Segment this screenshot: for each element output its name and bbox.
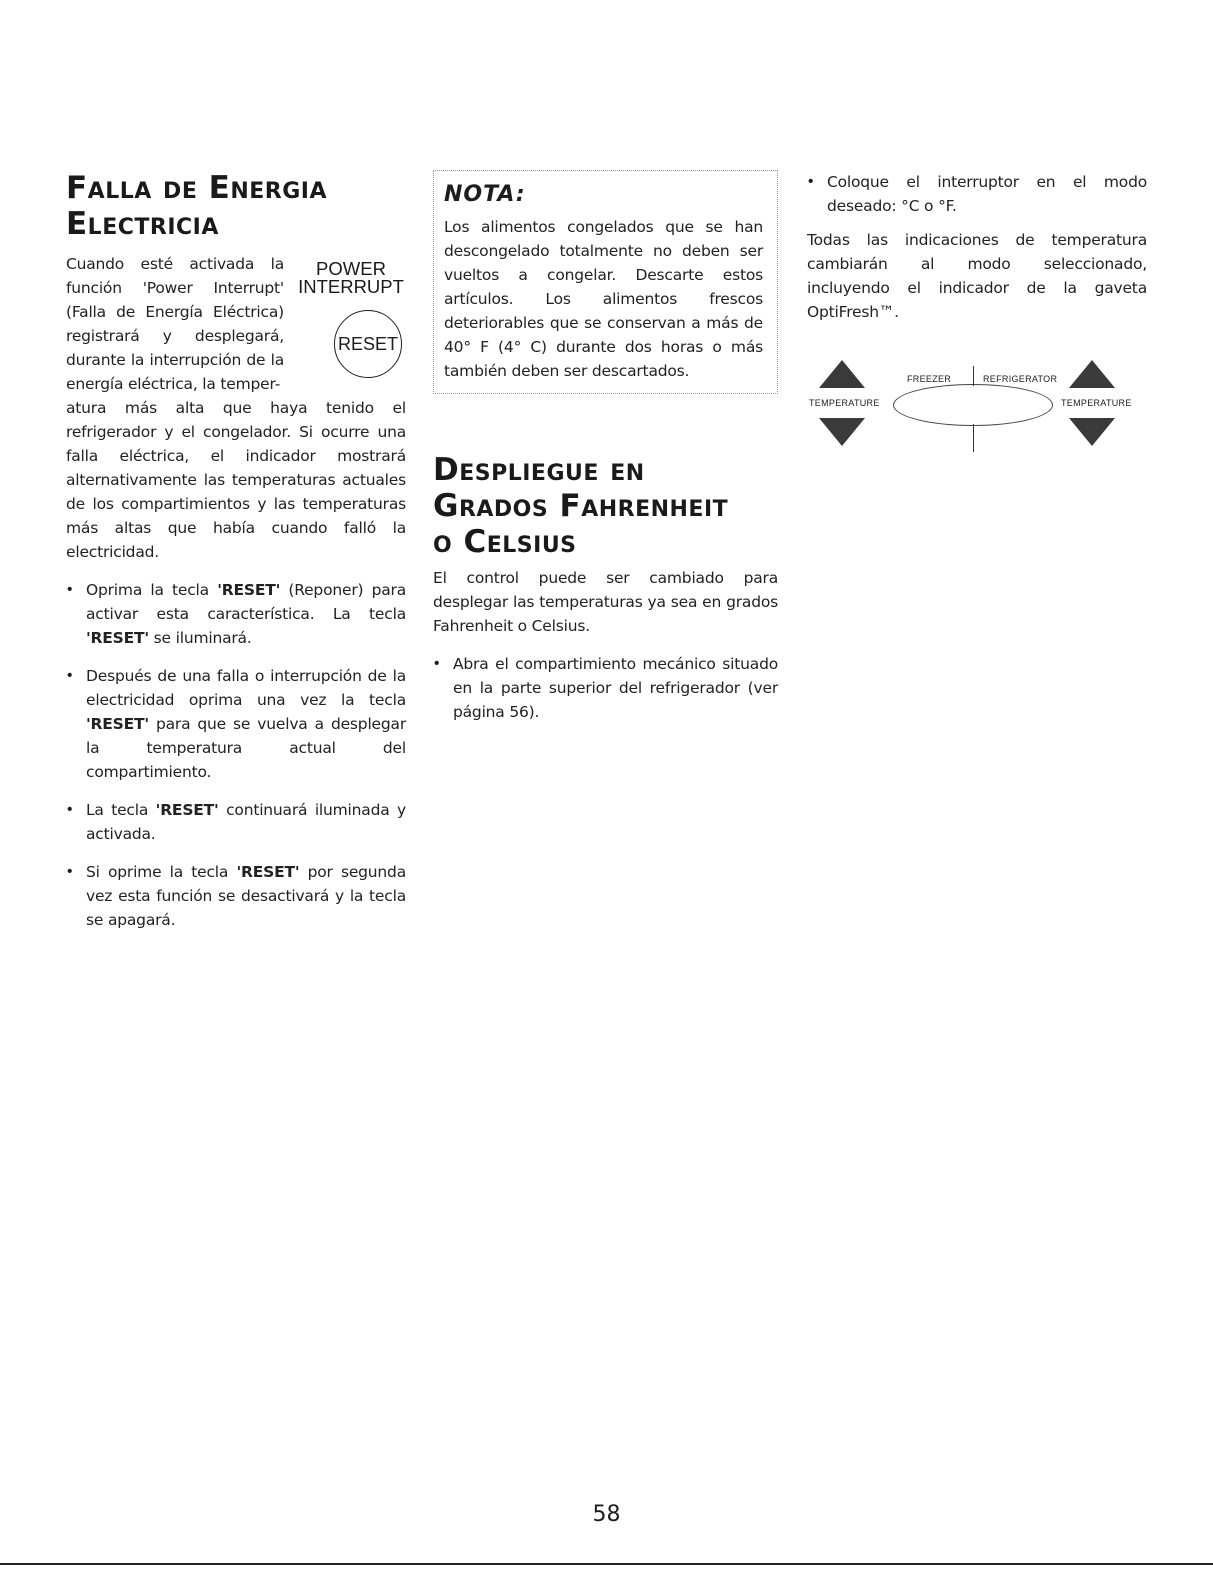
title-line: o Celsius bbox=[433, 524, 577, 560]
list-item: • Abra el compartimiento mecánico situado en la parte superior del refrigerador (ver página 56). bbox=[433, 652, 778, 724]
arrow-down-icon bbox=[819, 418, 865, 446]
bullet-list bbox=[807, 170, 1147, 218]
freezer-label: FREEZER bbox=[907, 374, 952, 384]
bullet-icon: • bbox=[67, 863, 73, 880]
title-line: Grados Fahrenheit bbox=[433, 488, 729, 524]
bullet-list bbox=[433, 652, 778, 724]
reset-button-illustration: RESET bbox=[334, 310, 402, 378]
temperature-control-figure bbox=[807, 360, 1147, 465]
note-title: NOTA: bbox=[444, 182, 526, 207]
fahrenheit-paragraph: El control puede ser cambiado para desplegar las temperaturas ya sea en grados Fahrenheit o Celsius. bbox=[433, 569, 778, 635]
arrow-up-icon bbox=[1069, 360, 1115, 388]
power-label: POWER bbox=[316, 258, 386, 279]
column-power-interrupt bbox=[66, 170, 406, 946]
interrupt-label: INTERRUPT bbox=[298, 276, 404, 297]
title-line: Despliegue en bbox=[433, 452, 645, 488]
list-item: • Si oprime la tecla 'RESET' por segunda vez esta función se desactivará y la tecla se apagará. bbox=[66, 860, 406, 932]
bullet-list bbox=[66, 578, 406, 932]
intro-paragraph-continued: atura más alta que haya tenido el refrigerador y el congelador. Si ocurre una falla eléctrica, el indicador mostrará alternativamente las temperaturas actuales de los compartimientos y las temperaturas más altas que había cuando falló la electricidad. bbox=[66, 399, 406, 561]
bullet-icon: • bbox=[434, 655, 440, 672]
arrow-up-icon bbox=[819, 360, 865, 388]
intro-paragraph: Cuando esté activada la función 'Power Interrupt' (Falla de Energía Eléctrica) registrará y desplegará, durante la interrupción de la energía eléctrica, la temper- bbox=[66, 255, 284, 393]
control-oval bbox=[893, 384, 1053, 426]
temperature-label-left: TEMPERATURE bbox=[809, 398, 880, 408]
bullet-icon: • bbox=[67, 667, 73, 684]
divider-bottom bbox=[973, 424, 974, 452]
column-fahrenheit-celsius bbox=[433, 170, 778, 738]
list-item: • Después de una falla o interrupción de la electricidad oprima una vez la tecla 'RESET' para que se vuelva a desplegar la temperatura actual del compartimiento. bbox=[66, 664, 406, 784]
refrigerator-label: REFRIGERATOR bbox=[983, 374, 1058, 384]
section-title-fahrenheit-celsius bbox=[433, 452, 778, 560]
mode-paragraph: Todas las indicaciones de temperatura cambiarán al modo seleccionado, incluyendo el indicador de la gaveta OptiFresh™. bbox=[807, 231, 1147, 321]
list-item: • Coloque el interruptor en el modo deseado: °C o °F. bbox=[807, 170, 1147, 218]
title-line: Electricia bbox=[66, 206, 219, 242]
temperature-label-right: TEMPERATURE bbox=[1061, 398, 1132, 408]
bottom-rule bbox=[0, 1563, 1213, 1565]
section-title-power-failure bbox=[66, 170, 406, 242]
arrow-down-icon bbox=[1069, 418, 1115, 446]
page-number: 58 bbox=[592, 1502, 621, 1527]
note-box bbox=[433, 170, 778, 394]
list-item: • Oprima la tecla 'RESET' (Reponer) para activar esta característica. La tecla 'RESET' se iluminará. bbox=[66, 578, 406, 650]
power-interrupt-figure bbox=[296, 260, 406, 376]
bullet-icon: • bbox=[67, 801, 73, 818]
bullet-icon: • bbox=[67, 581, 73, 598]
title-line: Falla de Energia bbox=[66, 170, 327, 206]
list-item: • La tecla 'RESET' continuará iluminada y activada. bbox=[66, 798, 406, 846]
intro-block bbox=[66, 252, 406, 396]
divider-top bbox=[973, 366, 974, 386]
bullet-icon: • bbox=[808, 173, 814, 190]
column-switch-mode bbox=[807, 170, 1147, 465]
note-text: Los alimentos congelados que se han descongelado totalmente no deben ser vueltos a congelar. Descarte estos artículos. Los alimentos frescos deteriorables que se conservan a más de 40° F (4° C) durante dos horas o más también deben ser descartados. bbox=[444, 218, 763, 380]
